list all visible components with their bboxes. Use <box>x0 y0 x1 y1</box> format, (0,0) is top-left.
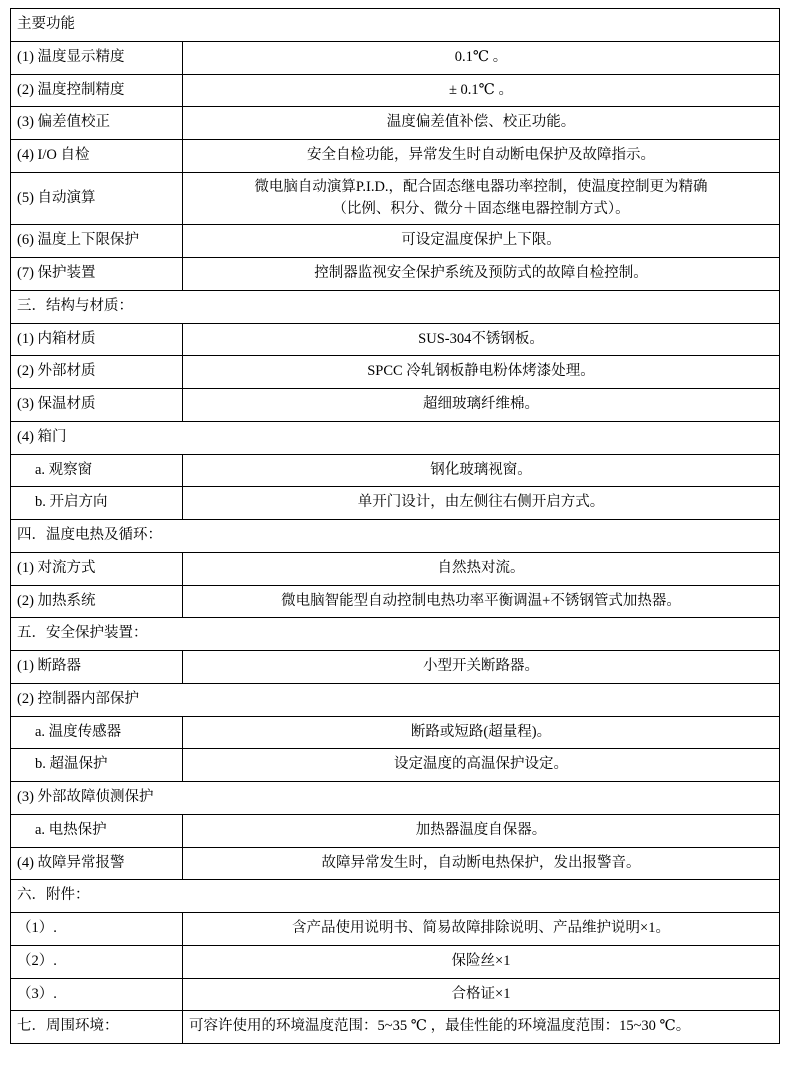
table-row <box>11 945 780 978</box>
table-row <box>11 172 780 225</box>
row-value: 含产品使用说明书、简易故障排除说明、产品维护说明×1。 <box>183 913 780 946</box>
table-row <box>11 258 780 291</box>
row-value: 可容许使用的环境温度范围：5~35 ℃ ，最佳性能的环境温度范围：15~30 ℃。 <box>183 1011 780 1044</box>
row-label: (1) 温度显示精度 <box>11 41 183 74</box>
row-label: (6) 温度上下限保护 <box>11 225 183 258</box>
table-row <box>11 651 780 684</box>
table-row <box>11 1011 780 1044</box>
row-label: a. 观察窗 <box>11 454 183 487</box>
row-label: (3) 偏差值校正 <box>11 107 183 140</box>
row-value <box>183 172 780 225</box>
table-row <box>11 454 780 487</box>
table-body <box>11 9 780 1044</box>
table-row-section <box>11 683 780 716</box>
table-row-section <box>11 520 780 553</box>
row-value-lines <box>189 177 773 221</box>
row-label: （3）. <box>11 978 183 1011</box>
table-row <box>11 716 780 749</box>
row-label: (3) 保温材质 <box>11 389 183 422</box>
row-value: 故障异常发生时，自动断电热保护，发出报警音。 <box>183 847 780 880</box>
section-header: 主要功能 <box>11 9 780 42</box>
row-label: (2) 温度控制精度 <box>11 74 183 107</box>
row-value: 超细玻璃纤维棉。 <box>183 389 780 422</box>
table-row <box>11 107 780 140</box>
row-label: (1) 内箱材质 <box>11 323 183 356</box>
row-label: b. 超温保护 <box>11 749 183 782</box>
row-value: 微电脑智能型自动控制电热功率平衡调温+不锈钢管式加热器。 <box>183 585 780 618</box>
table-row <box>11 978 780 1011</box>
table-row <box>11 323 780 356</box>
row-label: a. 温度传感器 <box>11 716 183 749</box>
row-label: (7) 保护装置 <box>11 258 183 291</box>
section-title: 三．结构与材质： <box>11 290 780 323</box>
row-value: 安全自检功能，异常发生时自动断电保护及故障指示。 <box>183 140 780 173</box>
row-value: 自然热对流。 <box>183 552 780 585</box>
table-row-section <box>11 290 780 323</box>
table-row-header <box>11 9 780 42</box>
row-value: 0.1℃ 。 <box>183 41 780 74</box>
row-label: (4) I/O 自检 <box>11 140 183 173</box>
table-row-section <box>11 880 780 913</box>
table-row <box>11 487 780 520</box>
row-label: 七．周围环境： <box>11 1011 183 1044</box>
table-row <box>11 140 780 173</box>
table-row <box>11 913 780 946</box>
row-value: ± 0.1℃ 。 <box>183 74 780 107</box>
row-label: (2) 外部材质 <box>11 356 183 389</box>
section-title: (3) 外部故障侦测保护 <box>11 782 780 815</box>
table-row-section <box>11 421 780 454</box>
table-row-section <box>11 618 780 651</box>
table-row <box>11 41 780 74</box>
table-row <box>11 74 780 107</box>
row-label: (1) 对流方式 <box>11 552 183 585</box>
row-value: 温度偏差值补偿、校正功能。 <box>183 107 780 140</box>
specification-table <box>10 8 780 1044</box>
row-value: SUS-304不锈钢板。 <box>183 323 780 356</box>
row-value: 合格证×1 <box>183 978 780 1011</box>
row-value: 控制器监视安全保护系统及预防式的故障自检控制。 <box>183 258 780 291</box>
section-title: 六．附件： <box>11 880 780 913</box>
row-label: (5) 自动演算 <box>11 172 183 225</box>
row-label: （1）. <box>11 913 183 946</box>
table-row-section <box>11 782 780 815</box>
section-title: (2) 控制器内部保护 <box>11 683 780 716</box>
table-row <box>11 847 780 880</box>
row-label: (2) 加热系统 <box>11 585 183 618</box>
row-value-line: 微电脑自动演算P.I.D.，配合固态继电器功率控制，使温度控制更为精确 <box>254 178 708 195</box>
row-value: 钢化玻璃视窗。 <box>183 454 780 487</box>
row-value: 可设定温度保护上下限。 <box>183 225 780 258</box>
row-value: SPCC 冷轧钢板静电粉体烤漆处理。 <box>183 356 780 389</box>
row-value: 小型开关断路器。 <box>183 651 780 684</box>
table-row <box>11 585 780 618</box>
row-label: （2）. <box>11 945 183 978</box>
row-value: 设定温度的高温保护设定。 <box>183 749 780 782</box>
row-value: 断路或短路(超量程)。 <box>183 716 780 749</box>
row-value: 单开门设计，由左侧往右侧开启方式。 <box>183 487 780 520</box>
section-title: 五．安全保护装置： <box>11 618 780 651</box>
table-row <box>11 552 780 585</box>
table-row <box>11 356 780 389</box>
row-label: b. 开启方向 <box>11 487 183 520</box>
row-value: 加热器温度自保器。 <box>183 814 780 847</box>
row-label: (1) 断路器 <box>11 651 183 684</box>
row-label: (4) 故障异常报警 <box>11 847 183 880</box>
row-value-line: （比例、积分、微分＋固态继电器控制方式）。 <box>332 200 630 217</box>
row-label: a. 电热保护 <box>11 814 183 847</box>
table-row <box>11 814 780 847</box>
table-row <box>11 225 780 258</box>
table-row <box>11 749 780 782</box>
table-row <box>11 389 780 422</box>
section-title: 四．温度电热及循环： <box>11 520 780 553</box>
row-value: 保险丝×1 <box>183 945 780 978</box>
section-title: (4) 箱门 <box>11 421 780 454</box>
